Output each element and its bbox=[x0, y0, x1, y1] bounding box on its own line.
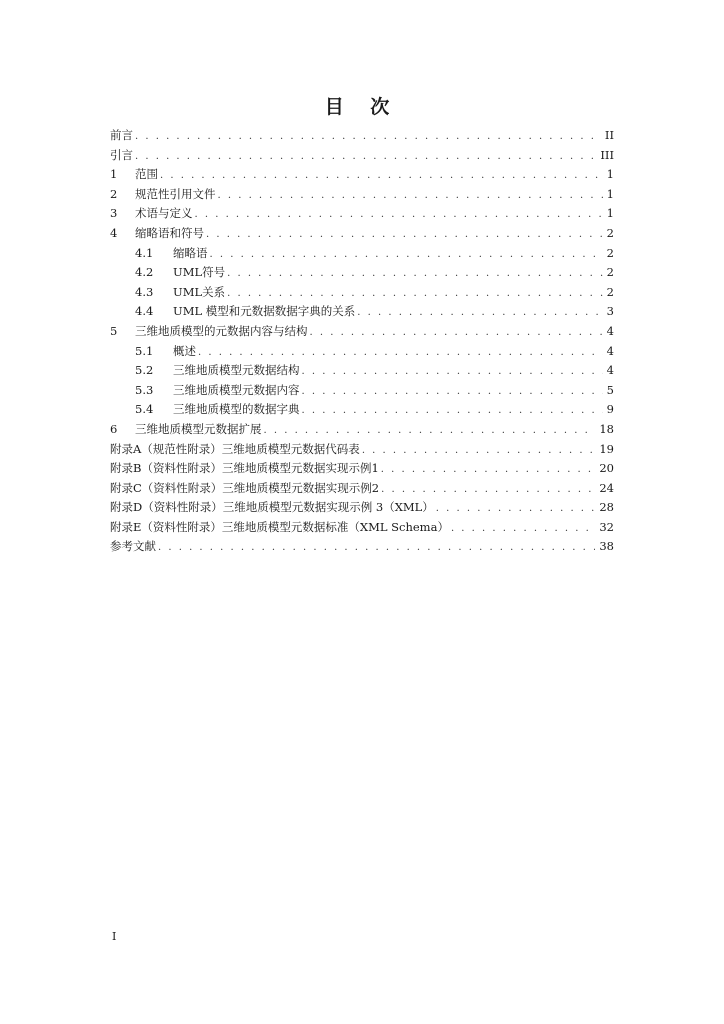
toc-entry-number: 6 bbox=[110, 421, 118, 436]
toc-dot-leader bbox=[362, 441, 596, 461]
toc-entry-page: 2 bbox=[606, 225, 614, 240]
toc-entry[interactable] bbox=[110, 498, 614, 518]
toc-dot-leader bbox=[302, 382, 603, 402]
toc-dot-leader bbox=[227, 284, 603, 304]
toc-entry-page: 4 bbox=[606, 363, 614, 378]
toc-entry-number: 5.1 bbox=[135, 343, 154, 358]
toc-dot-leader bbox=[381, 460, 596, 480]
toc-title: 目 次 bbox=[324, 96, 400, 118]
toc-dot-leader bbox=[436, 499, 596, 519]
toc-entry-label: UML关系 bbox=[173, 284, 226, 299]
toc-entry[interactable] bbox=[110, 146, 614, 166]
toc-dot-leader bbox=[218, 186, 603, 206]
toc-entry[interactable] bbox=[110, 440, 614, 460]
toc-entry-page: 9 bbox=[606, 402, 614, 417]
toc-entry-number: 4.3 bbox=[135, 284, 154, 299]
toc-entry-page: 19 bbox=[599, 441, 614, 456]
toc-entry[interactable] bbox=[110, 400, 614, 420]
toc-entry-page: 3 bbox=[606, 304, 614, 319]
toc-entry-label: 概述 bbox=[173, 343, 196, 358]
toc-entry[interactable] bbox=[110, 381, 614, 401]
toc-entry-number: 5 bbox=[110, 323, 118, 338]
toc-entry[interactable] bbox=[110, 165, 614, 185]
toc-entry-page: 38 bbox=[599, 539, 614, 554]
toc-entry-number: 4.2 bbox=[135, 265, 154, 280]
toc-entry-page: 1 bbox=[606, 186, 614, 201]
toc-entry-label: 范围 bbox=[135, 167, 158, 182]
toc-entry[interactable] bbox=[110, 185, 614, 205]
toc-entry-page: 28 bbox=[599, 500, 614, 515]
toc-entry-label: 三维地质模型元数据内容 bbox=[173, 382, 300, 397]
toc-entry-label: 三维地质模型元数据扩展 bbox=[135, 421, 262, 436]
toc-entry[interactable] bbox=[110, 342, 614, 362]
toc-entry[interactable] bbox=[110, 244, 614, 264]
toc-entry-number: 2 bbox=[110, 186, 118, 201]
toc-dot-leader bbox=[264, 421, 596, 441]
toc-entry-label: 附录E（资料性附录）三维地质模型元数据标准（XML Schema） bbox=[110, 519, 449, 534]
toc-entry-page: 2 bbox=[606, 245, 614, 260]
toc-entry-page: 2 bbox=[606, 284, 614, 299]
toc-entry-label: 术语与定义 bbox=[135, 206, 193, 221]
toc-entry-label: 附录D（资料性附录）三维地质模型元数据实现示例 3（XML） bbox=[110, 500, 434, 515]
toc-dot-leader bbox=[198, 343, 603, 363]
toc-entry-label: 三维地质模型的元数据内容与结构 bbox=[135, 323, 308, 338]
toc-entry-page: 5 bbox=[606, 382, 614, 397]
toc-dot-leader bbox=[160, 166, 603, 186]
toc-entry-number: 3 bbox=[110, 206, 118, 221]
toc-dot-leader bbox=[210, 245, 603, 265]
toc-dot-leader bbox=[357, 303, 602, 323]
toc-dot-leader bbox=[135, 147, 596, 167]
toc-entry-label: 附录A（规范性附录）三维地质模型元数据代码表 bbox=[110, 441, 360, 456]
toc-entry-label: UML 模型和元数据数据字典的关系 bbox=[173, 304, 356, 319]
toc-entry-page: 2 bbox=[606, 265, 614, 280]
toc-dot-leader bbox=[158, 538, 595, 558]
toc-entry-page: II bbox=[604, 128, 614, 142]
toc-entry-number: 4 bbox=[110, 225, 118, 240]
toc-entry-page: III bbox=[600, 147, 614, 162]
toc-entry[interactable] bbox=[110, 459, 614, 479]
toc-entry-label: 规范性引用文件 bbox=[135, 186, 216, 201]
toc-entry-number: 1 bbox=[110, 167, 118, 182]
toc-dot-leader bbox=[451, 519, 595, 539]
toc-dot-leader bbox=[302, 401, 603, 421]
toc-dot-leader bbox=[206, 225, 603, 245]
toc-entry-page: 32 bbox=[599, 519, 614, 534]
toc-entry-page: 1 bbox=[606, 206, 614, 221]
toc-dot-leader bbox=[195, 205, 603, 225]
toc-entry-label: 三维地质模型元数据结构 bbox=[173, 363, 300, 378]
toc-entry-label: 前言 bbox=[110, 128, 133, 142]
toc-entry[interactable] bbox=[110, 204, 614, 224]
toc-dot-leader bbox=[227, 264, 603, 284]
toc-entry[interactable] bbox=[110, 263, 614, 283]
toc-entry-number: 4.1 bbox=[135, 245, 154, 260]
toc-entry-number: 5.2 bbox=[135, 363, 154, 378]
toc-entry[interactable] bbox=[110, 537, 614, 557]
toc-entry-page: 4 bbox=[606, 343, 614, 358]
footer-page-number: I bbox=[112, 930, 117, 943]
toc-entry-number: 5.4 bbox=[135, 402, 154, 417]
toc-entry-label: 缩略语和符号 bbox=[135, 225, 204, 240]
toc-entry[interactable] bbox=[110, 283, 614, 303]
toc-entry-label: 附录B（资料性附录）三维地质模型元数据实现示例1 bbox=[110, 461, 379, 476]
toc-entry-label: UML符号 bbox=[173, 265, 226, 280]
toc-dot-leader bbox=[302, 362, 603, 382]
toc-entry[interactable] bbox=[110, 322, 614, 342]
toc-entry-page: 4 bbox=[606, 323, 614, 338]
table-of-contents bbox=[110, 126, 614, 557]
toc-entry-label: 三维地质模型的数据字典 bbox=[173, 402, 300, 417]
toc-entry-page: 20 bbox=[599, 461, 614, 476]
toc-entry[interactable] bbox=[110, 126, 614, 146]
toc-entry-label: 缩略语 bbox=[173, 245, 208, 260]
toc-dot-leader bbox=[135, 127, 601, 147]
toc-entry[interactable] bbox=[110, 302, 614, 322]
toc-entry[interactable] bbox=[110, 479, 614, 499]
toc-entry-number: 5.3 bbox=[135, 382, 154, 397]
toc-entry-number: 4.4 bbox=[135, 304, 154, 319]
toc-entry[interactable] bbox=[110, 420, 614, 440]
toc-entry-label: 引言 bbox=[110, 147, 133, 162]
toc-entry-label: 参考文献 bbox=[110, 539, 156, 554]
toc-entry[interactable] bbox=[110, 518, 614, 538]
toc-entry[interactable] bbox=[110, 224, 614, 244]
toc-entry[interactable] bbox=[110, 361, 614, 381]
toc-entry-page: 18 bbox=[599, 421, 614, 436]
toc-dot-leader bbox=[310, 323, 603, 343]
toc-entry-page: 1 bbox=[606, 167, 614, 182]
toc-dot-leader bbox=[381, 480, 595, 500]
toc-entry-label: 附录C（资料性附录）三维地质模型元数据实现示例2 bbox=[110, 480, 380, 495]
toc-entry-page: 24 bbox=[599, 480, 614, 495]
